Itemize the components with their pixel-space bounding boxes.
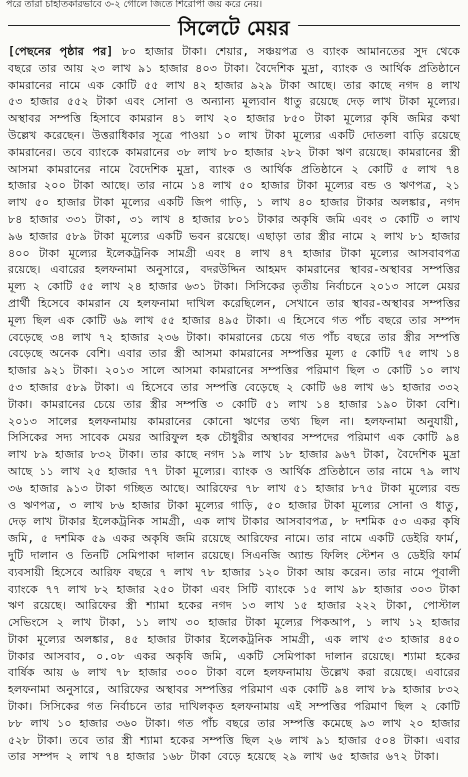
article-text: ৮০ হাজার টাকা। শেয়ার, সঞ্চয়পত্র ও ব্যাংক আমানতের সুদ থেকে বছরে তার আয় ২৩ লাখ ৯১ হাজার ৪০৩ টাকা। বৈদেশিক মুদ্রা, ব্যাংক ও আর্থিক প্রতিষ্ঠানে কামরানের নামে এক কোটি ৫৫ লাখ ৪২ হাজার ৯২৯ টাকা আছে। তার কাছে নগদ ৪ লাখ ৫৩ হাজার ৫৫২ টাকা এবং সোনা ও অন্যান্য মূল্যবান ধাতু রয়েছে দেড় লাখ টাকা মূল্যের। অস্থাবর সম্পত্তি হিসাবে কামরান ৪১ লাখ ২০ হাজার ৮৫০ টাকা মূল্যের কৃষি জমির কথা উল্লেখ করেছেন। উত্তরাধিকার সূত্রে পাওয়া ১০ লাখ টাকা মূল্যের একটি দোতলা বাড়ি রয়েছে কামরানের। তবে ব্যাংকে কামরানের ৩৮ লাখ ৮০ হাজার ২৮২ টাকা ঋণ রয়েছে। কামরানের স্ত্রী আসমা কামরানের নামে বৈদেশিক মুদ্রা, ব্যাংক ও আর্থিক প্রতিষ্ঠানে ২ কোটি ৫ লাখ ৭৪ হাজার ২০০ টাকা আছে। তার নামে ১৪ লাখ ৫০ হাজার টাকা মূল্যের বন্ড ও ঋণপত্র, ২১ লাখ ৫০ হাজার টাকা মূল্যের একটি জিপ গাড়ি, ১ লাখ ৪০ হাজার টাকার অলঙ্কার, নগদ ৮৪ হাজার ৩৩১ টাকা, ৩১ লাখ ৪ হাজার ৮০১ টাকার অকৃষি জমি এবং ৩ কোটি ৩ লাখ ৯৬ হাজার ৫৮৯ টাকা মূল্যের একটি ভবন রয়েছে। এছাড়া তার স্ত্রীর নামে ২ লাখ ৮১ হাজার ৪০০ টাকা মূল্যের ইলেকট্রনিক সামগ্রী এবং ৪ লাখ ৪৭ হাজার টাকা মূল্যের আসবাবপত্র রয়েছে। এবারের হলফনামা অনুসারে, বদরউদ্দিন আহমদ কামরানের স্থাবর-অস্থাবর সম্পত্তির মূল্য ২ কোটি ৫৫ লাখ ২৪ হাজার ৬৩১ টাকা। সিসিকের তৃতীয় নির্বাচনে ২০১৩ সালে মেয়র প্রার্থী হিসেবে কামরান যে হলফনামা দাখিল করেছিলেন, সেখানে তার স্থাবর-অস্থাবর সম্পত্তির মূল্য ছিল এক কোটি ৬৯ লাখ ৫৫ হাজার ৪৯৫ টাকা। এ হিসেবে গত পাঁচ বছরে তার সম্পদ বেড়েছে ৩৪ লাখ ৭২ হাজার ২৩৬ টাকা। কামরানের চেয়ে গত পাঁচ বছরে তার স্ত্রীর সম্পত্তি বেড়েছে অনেক বেশি। এবার তার স্ত্রী আসমা কামরানের সম্পত্তির মূল্য ৫ কোটি ৭৫ লাখ ১৪ হাজার ৯২১ টাকা। ২০১৩ সালে আসমা কামরানের সম্পত্তির পরিমাণ ছিল ৩ কোটি ১০ লাখ ৫৩ হাজার ৫৮৯ টাকা। এ হিসেবে তার সম্পত্তি বেড়েছে ২ কোটি ৬৪ লাখ ৬১ হাজার ৩৩২ টাকা। কামরানের চেয়ে তার স্ত্রীর সম্পত্তি ৩ কোটি ৫১ লাখ ১৪ হাজার ১৯০ টাকা বেশি। ২০১৩ সালের হলফনামায় কামরানের কোনো ঋণের তথ্য ছিল না। হলফনামা অনুযায়ী, সিসিকের সদ্য সাবেক মেয়র আরিফুল হক চৌধুরীর অস্থাবর সম্পদের পরিমাণ এক কোটি ৯৪ লাখ ৮৯ হাজার ৮৩২ টাকা। তার কাছে নগদ ১৯ লাখ ১৮ হাজার ৯৬৭ টাকা, বৈদেশিক মুদ্রা আছে ১১ লাখ ২৫ হাজার ৭৭ টাকা মূল্যের। ব্যাংক ও আর্থিক প্রতিষ্ঠানে তার নামে ৭৯ লাখ ৩৬ হাজার ৯১৩ টাকা গচ্ছিত আছে। আরিফের ৭৮ লাখ ৫১ হাজার ৮৭৫ টাকা মূল্যের বন্ড ও ঋণপত্র, ৩ লাখ ৮৬ হাজার টাকা মূল্যের গাড়ি, ৫০ হাজার টাকা মূল্যের সোনা ও ধাতু, দেড় লাখ টাকার ইলেকট্রনিক সামগ্রী, এক লাখ টাকার আসবাবপত্র, ৮ দশমিক ৫৩ একর কৃষি জমি, ৫ দশমিক ৫৯ একর অকৃষি জমি রয়েছে আরিফের নামে। তার নামে একটি ডেইরি ফার্ম, দুটি দালান ও তিনটি সেমিপাকা দালান রয়েছে। সিএনজি অ্যান্ড ফিলিং স্টেশন ও ডেইরি ফার্ম ব্যবসায়ী হিসেবে আরিফ বছরে ৭ লাখ ৭৮ হাজার ১২০ টাকা আয় করেন। তার নামে পূবালী ব্যাংকে ৭৭ লাখ ৮২ হাজার ২৫০ টাকা এবং সিটি ব্যাংকে ১৫ লাখ ৯৮ হাজার ৩০৩ টাকা ঋণ রয়েছে। আরিফের স্ত্রী শ্যামা হকের নগদ ১৩ লাখ ১৫ হাজার ২২২ টাকা, পোস্টাল সেভিংসে ২ লাখ টাকা, ১১ লাখ ৩০ হাজার টাকা মূল্যের পিকআপ, ১ লাখ ১২ হাজার টাকা মূল্যের অলঙ্কার, ৪৫ হাজার টাকার ইলেকট্রনিক সামগ্রী, এক লাখ ৫৩ হাজার ৪৫০ টাকার আসবাব, ০.০৮ একর অকৃষি জমি, একটি সেমিপাকা দালান রয়েছে। শ্যামা হকের বার্ষিক আয় ৬ লাখ ৭৮ হাজার ৩০০ টাকা বলে হলফনামায় উল্লেখ করা রয়েছে। এবারের হলফনামা অনুসারে, আরিফের অস্থাবর সম্পত্তির পরিমাণ এক কোটি ৯৪ লাখ ৮৯ হাজার ৮৩২ টাকা। সিসিকের গত নির্বাচনে তার দাখিলকৃত হলফনামায় এই সম্পত্তির পরিমাণ ছিল ২ কোটি ৮৮ লাখ ১০ হাজার ৩৬০ টাকা। গত পাঁচ বছরে তার সম্পত্তি কমেছে ৯৩ লাখ ২০ হাজার ৫২৮ টাকা। তবে তার স্ত্রী শ্যামা হকের সম্পত্তি ছিল ২৬ লাখ ৯১ হাজার ৫০৪ টাকা। এবার তার সম্পদ ২ লাখ ৭৪ হাজার ১৬৮ টাকা বেড়ে হয়েছে ২৯ লাখ ৬৫ হাজার ৬৭২ টাকা।: [8, 45, 460, 764]
clipped-top-line: পরে তারা চাঁহাতকারভাবে ৩-২ গোলে জিতে শিরোপা জয় করে নেয়।: [6, 0, 263, 10]
headline: সিলেটে মেয়র: [170, 15, 298, 41]
headline-bar: [0, 10, 468, 44]
article-body: [0, 44, 468, 777]
continuation-kicker: [পেছনের পৃষ্ঠার পর]: [8, 45, 114, 58]
